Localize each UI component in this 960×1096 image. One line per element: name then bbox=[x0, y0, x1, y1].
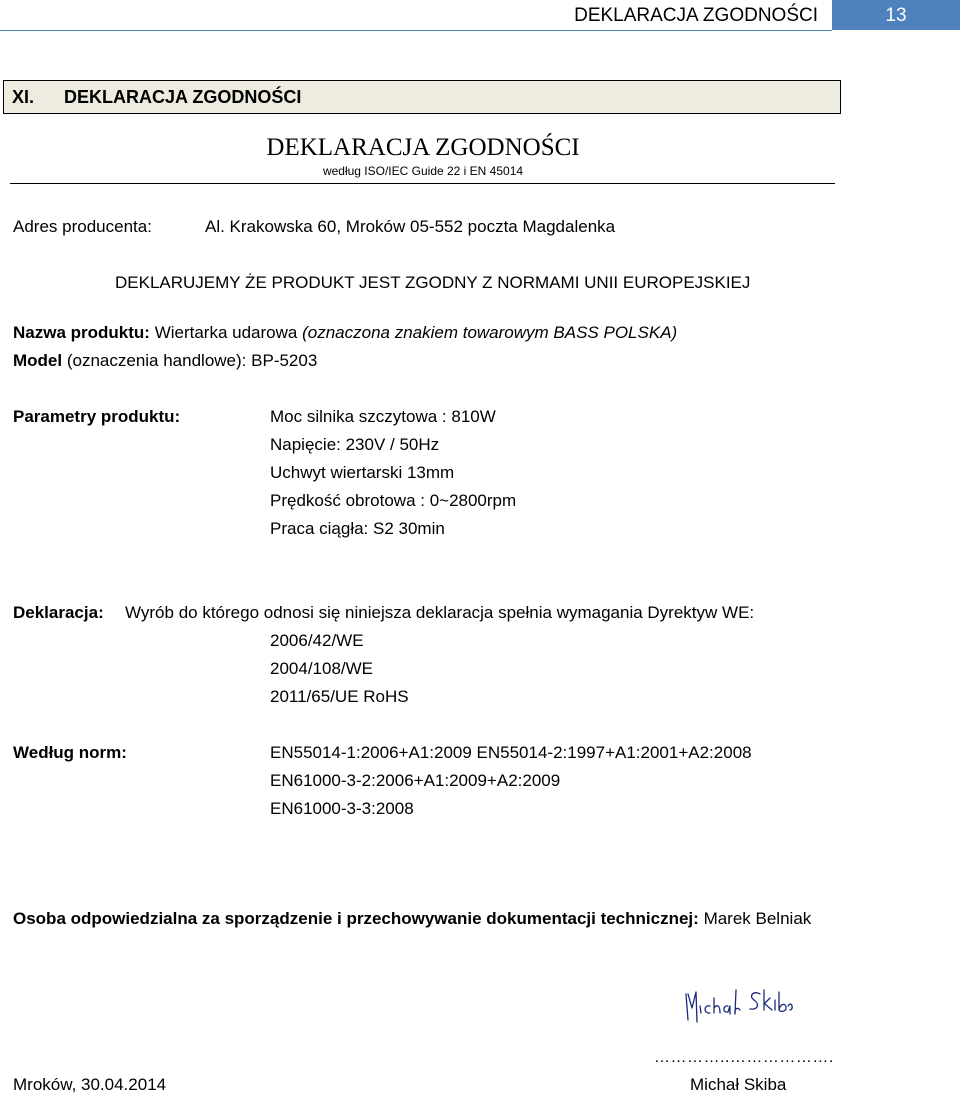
section-number: XI. bbox=[12, 87, 35, 107]
producer-address: Al. Krakowska 60, Mroków 05-552 poczta Magdalenka bbox=[205, 217, 616, 236]
norms-label: Według norm: bbox=[13, 743, 127, 762]
product-model-value: BP-5203 bbox=[251, 351, 318, 370]
product-model-label: Model bbox=[13, 351, 63, 370]
norm-item: EN61000-3-2:2006+A1:2009+A2:2009 bbox=[270, 771, 561, 790]
product-model-line bbox=[13, 350, 317, 372]
responsible-name: Marek Belniak bbox=[703, 909, 812, 928]
section-title: DEKLARACJA ZGODNOŚCI bbox=[64, 87, 302, 107]
product-name-label: Nazwa produktu: bbox=[13, 323, 150, 342]
declaration-heading: DEKLARUJEMY ŻE PRODUKT JEST ZGODNY Z NORMAMI UNII EUROPEJSKIEJ bbox=[115, 273, 751, 292]
product-model-note: (oznaczenia handlowe): bbox=[66, 351, 247, 370]
declaration-label: Deklaracja: bbox=[13, 603, 104, 622]
signature-line: …………..………………. bbox=[654, 1049, 834, 1066]
handwritten-signature bbox=[680, 980, 795, 1028]
producer-label: Adres producenta: bbox=[13, 217, 152, 236]
parameter-item: Moc silnika szczytowa : 810W bbox=[270, 407, 496, 426]
place-date: Mroków, 30.04.2014 bbox=[13, 1075, 167, 1094]
norm-item: EN55014-1:2006+A1:2009 EN55014-2:1997+A1:2001+A2:2008 bbox=[270, 743, 752, 762]
product-name-value: Wiertarka udarowa bbox=[154, 323, 298, 342]
directive-item: 2006/42/WE bbox=[270, 631, 364, 650]
directive-item: 2011/65/UE RoHS bbox=[270, 687, 409, 706]
signatory-name: Michał Skiba bbox=[690, 1075, 787, 1094]
document-title: DEKLARACJA ZGODNOŚCI bbox=[266, 134, 580, 161]
responsible-label: Osoba odpowiedzialna za sporządzenie i przechowywanie dokumentacji technicznej bbox=[13, 909, 694, 928]
parameters-label: Parametry produktu: bbox=[13, 407, 181, 426]
page-number: 13 bbox=[832, 0, 960, 30]
document-subtitle: według ISO/IEC Guide 22 i EN 45014 bbox=[322, 164, 524, 178]
parameter-item: Napięcie: 230V / 50Hz bbox=[270, 435, 440, 454]
title-rule bbox=[10, 183, 835, 184]
parameter-item: Uchwyt wiertarski 13mm bbox=[270, 463, 455, 482]
product-name-note: (oznaczona znakiem towarowym BASS POLSKA) bbox=[302, 323, 678, 342]
declaration-text: Wyrób do którego odnosi się niniejsza deklaracja spełnia wymagania Dyrektyw WE: bbox=[125, 603, 755, 622]
parameter-item: Prędkość obrotowa : 0~2800rpm bbox=[270, 491, 517, 510]
responsible-line: Osoba odpowiedzialna za sporządzenie i przechowywanie dokumentacji technicznej: Marek Belniak bbox=[13, 909, 812, 928]
directive-item: 2004/108/WE bbox=[270, 659, 374, 678]
product-name-line bbox=[13, 322, 677, 344]
parameter-item: Praca ciągła: S2 30min bbox=[270, 519, 445, 538]
section-heading bbox=[3, 80, 841, 114]
norm-item: EN61000-3-3:2008 bbox=[270, 799, 414, 818]
header-title: DEKLARACJA ZGODNOŚCI bbox=[574, 5, 818, 26]
header-rule bbox=[0, 30, 832, 31]
